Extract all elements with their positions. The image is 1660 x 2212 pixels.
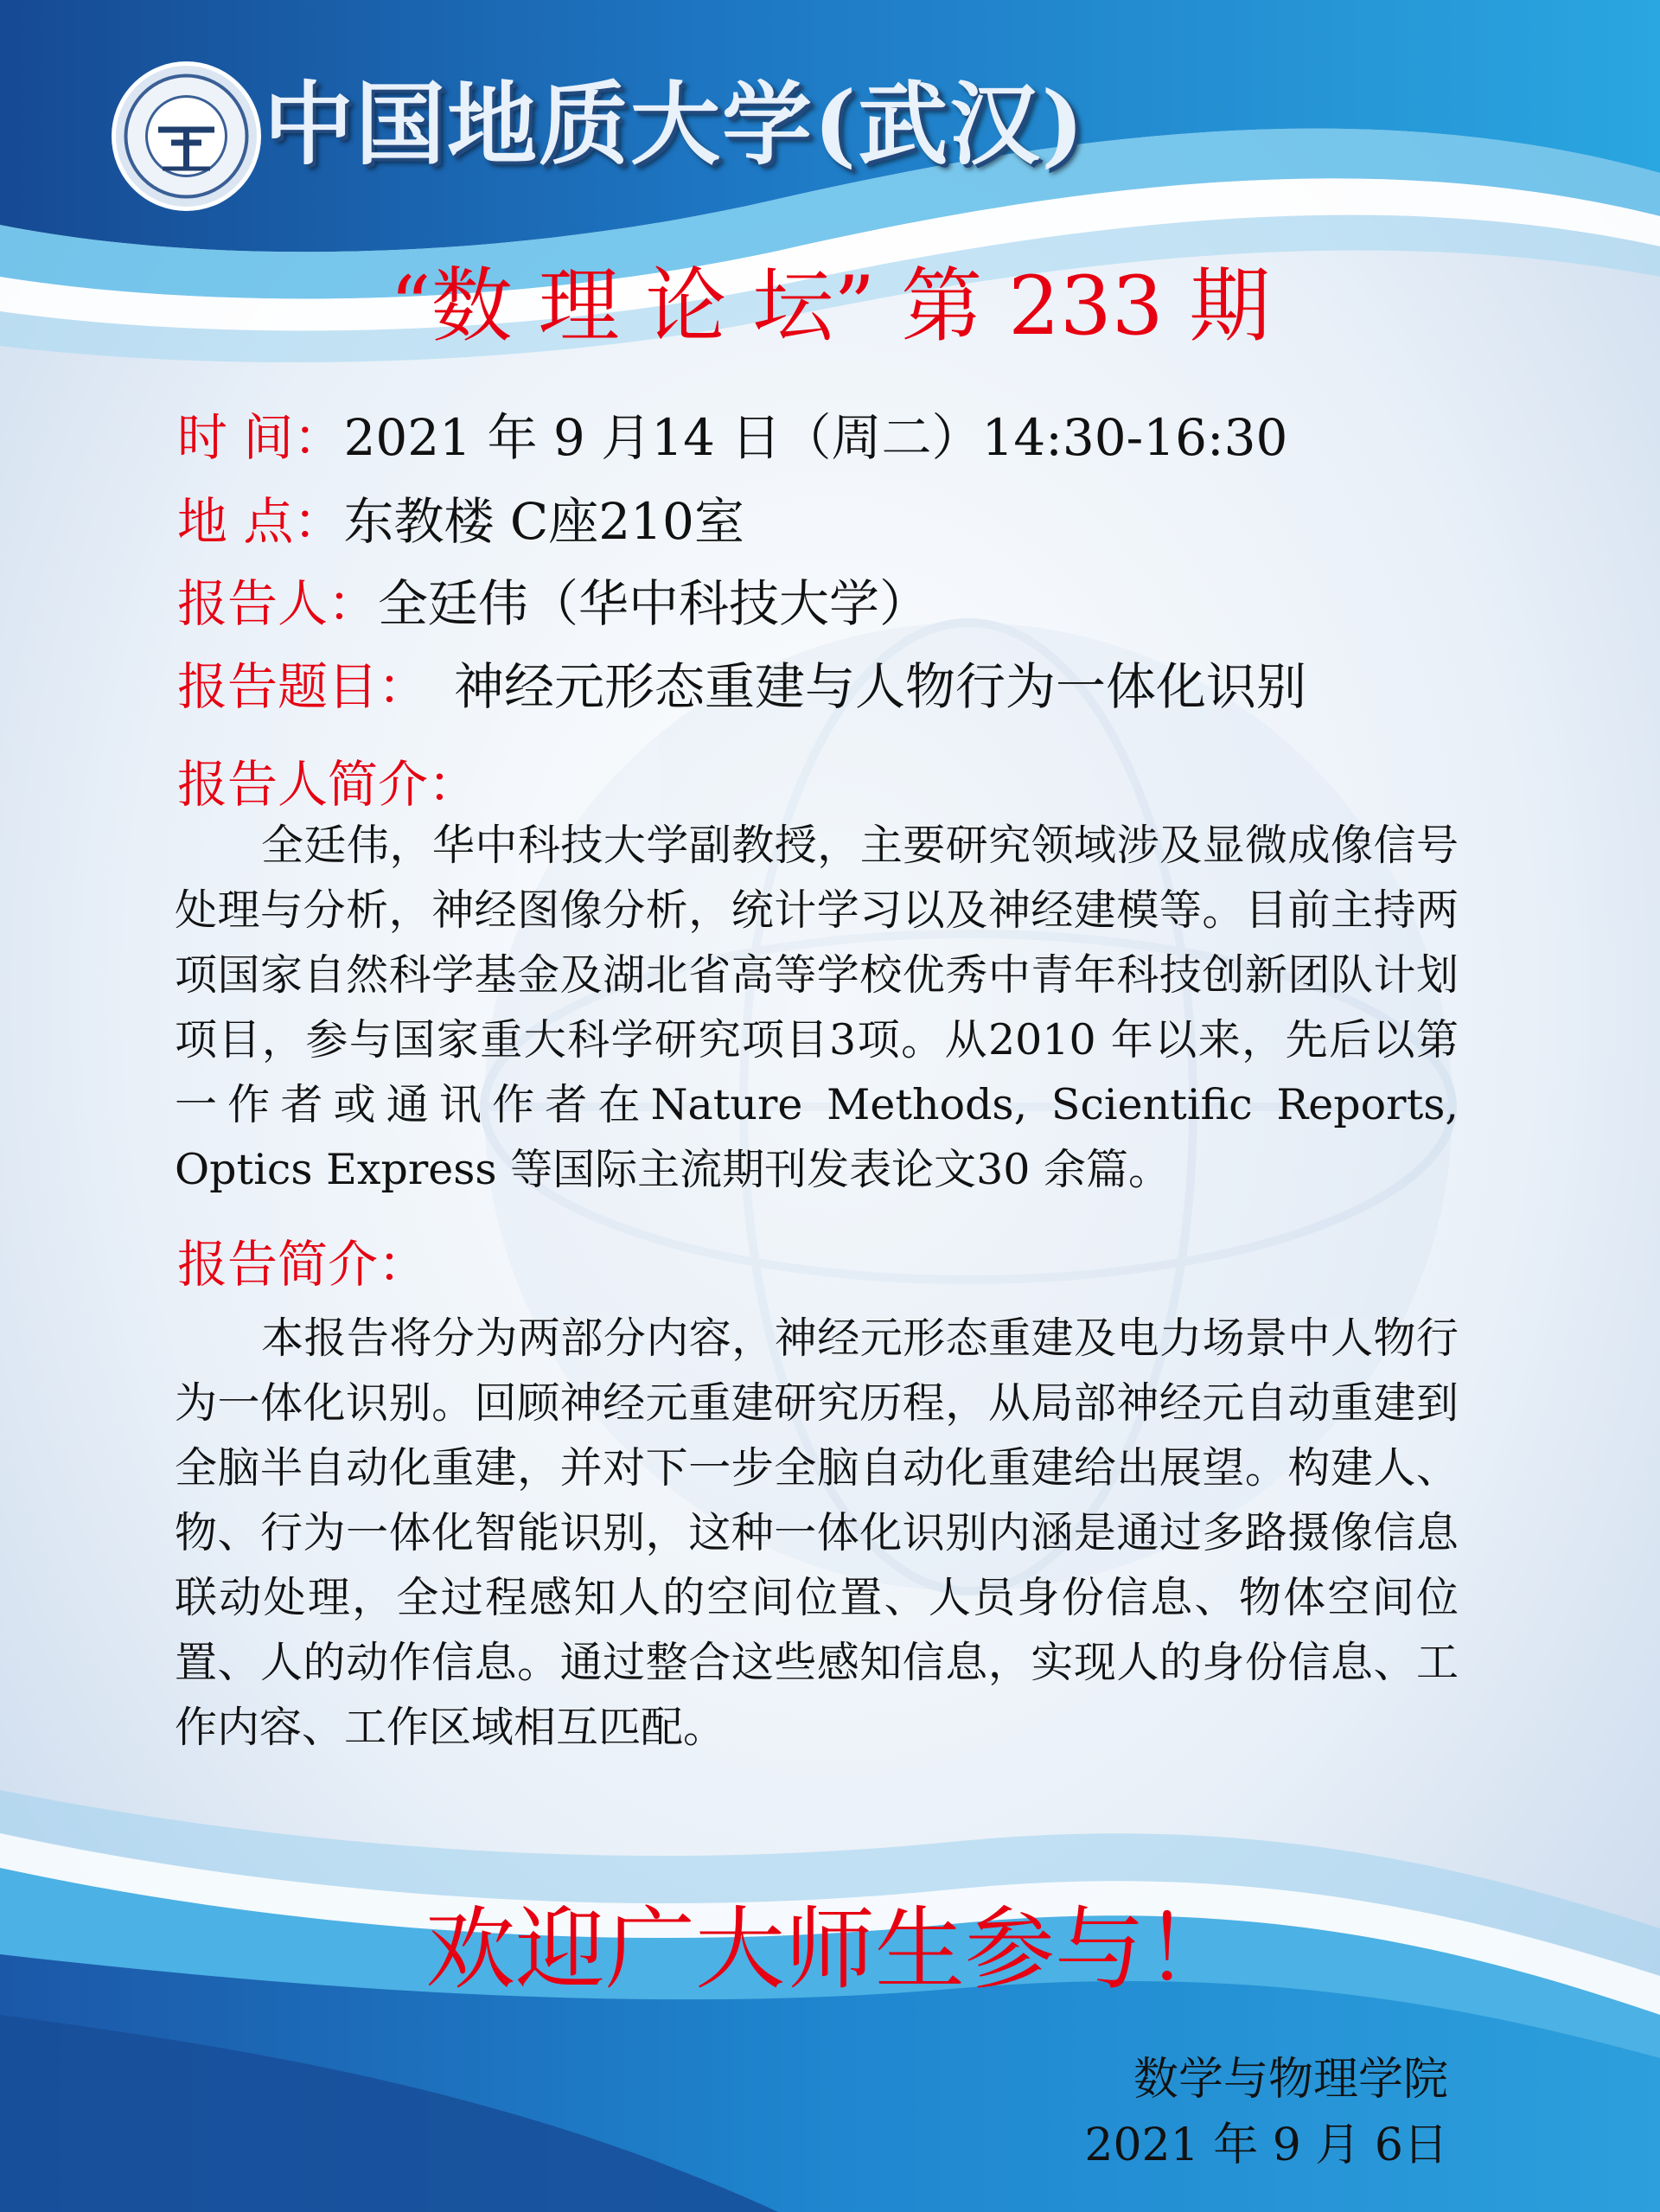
topic-label: 报告题目： [177, 657, 429, 716]
speaker-row [177, 574, 930, 633]
speaker-bio-label: 报告人简介： [177, 755, 479, 814]
speaker-label: 报告人： [177, 574, 379, 633]
organizer-name: 数学与物理学院 [1133, 2054, 1448, 2106]
speaker-value: 全廷伟（华中科技大学） [378, 574, 930, 633]
university-name: 中国地质大学(武汉) [264, 71, 1086, 177]
issue-date: 2021 年 9 月 6日 [1084, 2119, 1448, 2171]
place-row [177, 492, 744, 551]
abstract-label: 报告简介： [177, 1235, 429, 1294]
time-value: 2021 年 9 月14 日（周二）14:30-16:30 [343, 408, 1288, 467]
welcome-message: 欢迎广大师生参与！ [425, 1896, 1235, 2002]
university-seal-logo [111, 61, 262, 212]
speaker-bio-text: 全廷伟，华中科技大学副教授，主要研究领域涉及显微成像信号处理与分析，神经图像分析，统计学习以及神经建模等。目前主持两项国家自然科学基金及湖北省高等学校优秀中青年科技创新团队计划项目，参与国家重大科学研究项目3项。从2010 年以来，先后以第一作者或通讯作者在Nature Methods, Scientific Reports, Optics Express 等国际主流期刊发表论文30 余篇。 [175, 821, 1459, 1194]
topic-row [177, 657, 1307, 716]
time-row [177, 408, 1288, 467]
abstract-text: 本报告将分为两部分内容，神经元形态重建及电力场景中人物行为一体化识别。回顾神经元重建研究历程，从局部神经元自动重建到全脑半自动化重建，并对下一步全脑自动化重建给出展望。构建人、物、行为一体化智能识别，这种一体化识别内涵是通过多路摄像信息联动处理，全过程感知人的空间位置、人员身份信息、物体空间位置、人的动作信息。通过整合这些感知信息，实现人的身份信息、工作内容、工作区域相互匹配。 [175, 1314, 1459, 1752]
place-value: 东教楼 C座210室 [343, 492, 744, 551]
topic-value: 神经元形态重建与人物行为一体化识别 [454, 657, 1307, 716]
place-label: 地 点： [177, 492, 344, 551]
forum-title: “数 理 论 坛” 第 233 期 [389, 259, 1271, 354]
time-label: 时 间： [177, 408, 344, 467]
